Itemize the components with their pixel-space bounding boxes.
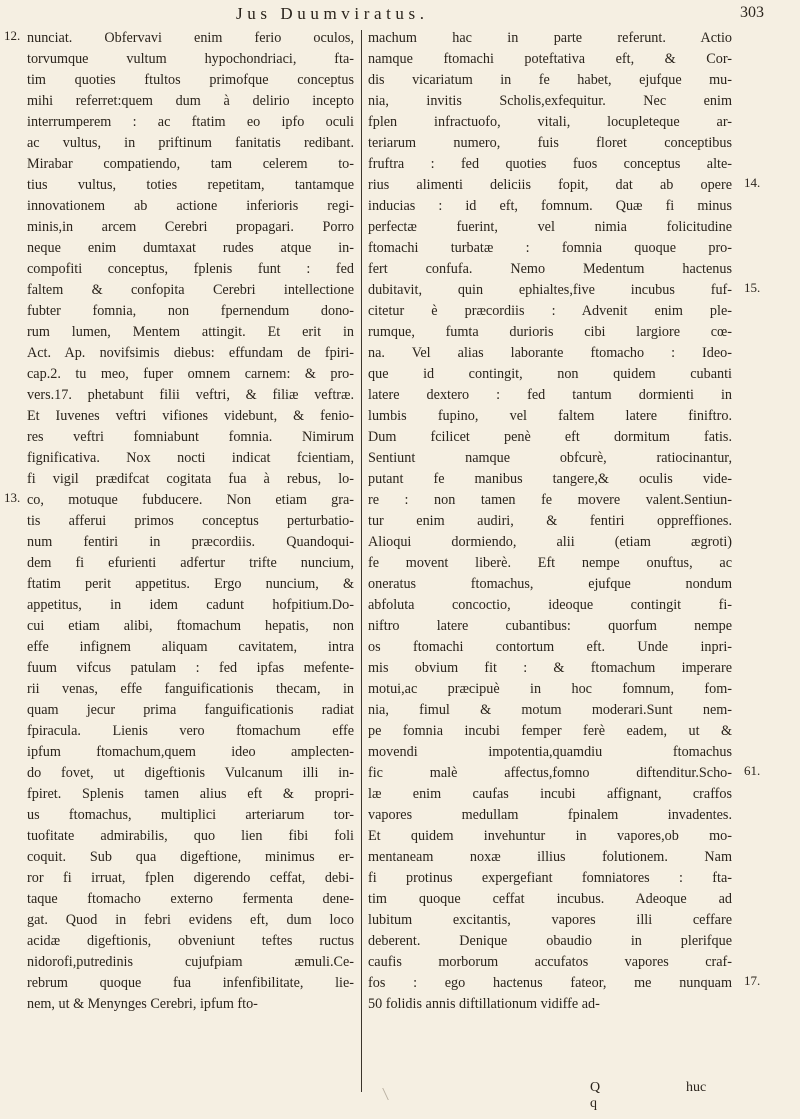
section-number: 14. bbox=[744, 175, 761, 190]
left-column-line: torvumque vultum hypochondriaci, fta- bbox=[27, 51, 354, 67]
right-column-line: caufis morborum accufatos vapores craf- bbox=[368, 954, 732, 970]
right-column-line: mentaneam noxæ illius folutionem. Nam bbox=[368, 849, 732, 865]
right-column-line: mis obvium fit : & ftomachum imperare bbox=[368, 660, 732, 676]
left-column-line: ror fi irruat, fplen digerendo ceffat, debi- bbox=[27, 870, 354, 886]
section-number: 13. bbox=[4, 490, 21, 505]
right-column-line: fi protinus expergefiant fomniatores : fta- bbox=[368, 870, 732, 886]
left-column-line: fi vigil prædifcat cogitata fua à rebus, lo- bbox=[27, 471, 354, 487]
right-column-line: lumbis fupino, vel faltem latere finiftro. bbox=[368, 408, 732, 424]
left-column-line: ac vultus, in priftinum fanitatis redibant. bbox=[27, 135, 354, 151]
right-column-line: machum hac in parte referunt. Actio bbox=[368, 30, 732, 46]
right-column-line: Dum fcilicet penè eft dormitum fatis. bbox=[368, 429, 732, 445]
left-column-line: tuofitate admirabilis, quo lien fibi foli bbox=[27, 828, 354, 844]
left-column-line: res veftri fomniabunt fomnia. Nimirum bbox=[27, 429, 354, 445]
right-column-line: rumque, fumta durioris cibi largiore cœ- bbox=[368, 324, 732, 340]
section-number: 12. bbox=[4, 28, 21, 43]
left-column-line: faltem & confopita Cerebri intellectione bbox=[27, 282, 354, 298]
right-column-line: movendi impotentia,quamdiu ftomachus bbox=[368, 744, 732, 760]
right-column-line: fert confufa. Nemo Medentum hactenus bbox=[368, 261, 732, 277]
left-column-line: vers.17. phetabunt filii veftri, & filiæ veftræ. bbox=[27, 387, 354, 403]
right-column-line: fruftra : fed quoties fuos conceptus alte- bbox=[368, 156, 732, 172]
right-column-line: na. Vel alias laborante ftomacho : Ideo- bbox=[368, 345, 732, 361]
right-column-line: os ftomachi contortum eft. Unde inpri- bbox=[368, 639, 732, 655]
right-column-line: nia, fimul & motum moderari.Sunt nem- bbox=[368, 702, 732, 718]
right-column-line: inducias : id eft, fomnum. Quæ fi minus bbox=[368, 198, 732, 214]
right-column-line: motui,ac præcipuè in hoc fomnum, fom- bbox=[368, 681, 732, 697]
right-column-line: Et quidem invehuntur in vapores,ob mo- bbox=[368, 828, 732, 844]
right-column-line: fos : ego hactenus fateor, me nunquam bbox=[368, 975, 732, 991]
right-column-line: fplen infractuofo, vitali, locupleteque ar- bbox=[368, 114, 732, 130]
right-column-line: re : non tamen fe movere valent.Sentiun- bbox=[368, 492, 732, 508]
right-column-line: nia, invitis Scholis,exfequitur. Nec enim bbox=[368, 93, 732, 109]
page-number: 303 bbox=[740, 4, 764, 21]
right-column-line: rius alimenti deliciis fopit, dat ab opere bbox=[368, 177, 732, 193]
left-column-line: cui etiam alibi, ftomachum hepatis, non bbox=[27, 618, 354, 634]
right-column-line: lubitum excitantis, vapores illi ceffare bbox=[368, 912, 732, 928]
section-number: 61. bbox=[744, 763, 761, 778]
left-column-line: fpiracula. Lienis vero ftomachum effe bbox=[27, 723, 354, 739]
left-column-line: taque ftomacho externo fermenta dene- bbox=[27, 891, 354, 907]
right-column-line: ftomachi turbatæ : fomnia quoque pro- bbox=[368, 240, 732, 256]
right-column-line: Sentiunt namque obfcurè, ratiocinantur, bbox=[368, 450, 732, 466]
left-column-line: innovationem ab actione inferioris regi- bbox=[27, 198, 354, 214]
right-column-line: dis vicariatum in fe habet, ejufque mu- bbox=[368, 72, 732, 88]
left-column-line: fignificativa. Nox nocti indicat fcientiam, bbox=[27, 450, 354, 466]
right-column-line: niftro latere cubantibus: quorfum nempe bbox=[368, 618, 732, 634]
running-head-title: Jus Duumviratus. bbox=[236, 4, 429, 23]
right-column-line: que id contingit, non quidem cubanti bbox=[368, 366, 732, 382]
signature-mark: Q q bbox=[590, 1080, 601, 1111]
ink-mark bbox=[382, 1088, 399, 1100]
left-column-line: us ftomachus, multiplici arteriarum tor- bbox=[27, 807, 354, 823]
right-column-line: pe fomnia incubi femper ferè eadem, ut & bbox=[368, 723, 732, 739]
left-column-line: fpiret. Splenis tamen alius eft & propri- bbox=[27, 786, 354, 802]
right-column-line: fe movent liberè. Eft nempe onuftus, ac bbox=[368, 555, 732, 571]
left-column-line: acidæ digeftionis, obveniunt teftes ructus bbox=[27, 933, 354, 949]
left-column-line: num fentiri in præcordiis. Quandoqui- bbox=[27, 534, 354, 550]
right-column-line: putant fe manibus tangere,& oculis vide- bbox=[368, 471, 732, 487]
right-column-line: Alioqui dormiendo, alii (etiam ægroti) bbox=[368, 534, 732, 550]
right-column-line: deberent. Denique obaudio in plerifque bbox=[368, 933, 732, 949]
left-column-line: appetitus, in idem cadunt hofpitium.Do- bbox=[27, 597, 354, 613]
left-column-line: interrumperem : ac ftatim eo ipfo oculi bbox=[27, 114, 354, 130]
left-column-line: compofiti conceptus, fplenis funt : fed bbox=[27, 261, 354, 277]
left-column-line: neque enim dumtaxat rudes atque in- bbox=[27, 240, 354, 256]
left-column-line: tis afferui primos conceptus perturbatio- bbox=[27, 513, 354, 529]
left-column-line: nidorofi,putredinis cujufpiam æmuli.Ce- bbox=[27, 954, 354, 970]
left-column-line: fubter fomnia, non fpernendum dono- bbox=[27, 303, 354, 319]
left-column-line: dem fi efurienti adfertur trifte nuncium, bbox=[27, 555, 354, 571]
right-column-line: citetur è præcordiis : Advenit enim ple- bbox=[368, 303, 732, 319]
left-column-line: effe infignem aliquam cavitatem, intra bbox=[27, 639, 354, 655]
left-column-line: nem, ut & Menynges Cerebri, ipfum fto- bbox=[27, 996, 258, 1012]
left-column-line: rebrum quoque fua infenfibilitate, lie- bbox=[27, 975, 354, 991]
left-column-line: ipfum ftomachum,quem ideo amplecten- bbox=[27, 744, 354, 760]
left-column-line: ftatim perit appetitus. Ergo nuncium, & bbox=[27, 576, 354, 592]
left-column-line: nunciat. Obfervavi enim ferio oculos, bbox=[27, 30, 354, 46]
right-column-line: tim quoque ceffat incubus. Adeoque ad bbox=[368, 891, 732, 907]
left-column-line: quam jecur prima fanguificationis radiat bbox=[27, 702, 354, 718]
running-head bbox=[0, 4, 800, 30]
left-column-line: rum lumen, Mentem attingit. Et erit in bbox=[27, 324, 354, 340]
right-text-column bbox=[368, 28, 732, 1015]
left-column-line: gat. Quod in febri evidens eft, dum loco bbox=[27, 912, 354, 928]
right-column-line: 50 folidis annis diftillationum vidiffe ad- bbox=[368, 996, 600, 1012]
left-column-line: mihi referret:quem dum à delirio incepto bbox=[27, 93, 354, 109]
left-column-line: Et Iuvenes veftri vifiones videbunt, & fenio- bbox=[27, 408, 354, 424]
left-column-line: rii venas, effe fanguificationis thecam, in bbox=[27, 681, 354, 697]
right-column-line: perfectæ fuerint, vel nimia folicitudine bbox=[368, 219, 732, 235]
left-column-line: Act. Ap. novifsimis diebus: effundam de fpiri- bbox=[27, 345, 354, 361]
section-number: 17. bbox=[744, 973, 761, 988]
right-column-line: latere dextero : fed tantum dormienti in bbox=[368, 387, 732, 403]
left-column-line: tim quoties ftultos primofque conceptus bbox=[27, 72, 354, 88]
right-column-line: fic malè affectus,fomno diftenditur.Scho- bbox=[368, 765, 732, 781]
right-column-line: abfoluta concoctio, ideoque contingit fi- bbox=[368, 597, 732, 613]
left-column-line: minis,in arcem Cerebri propagari. Porro bbox=[27, 219, 354, 235]
left-column-line: fuum vifcus patulam : fed ipfas mefente- bbox=[27, 660, 354, 676]
right-column-line: dubitavit, quin ephialtes,five incubus fuf- bbox=[368, 282, 732, 298]
right-column-line: tur enim audiri, & fentiri oppreffiones. bbox=[368, 513, 732, 529]
left-column-line: coquit. Sub qua digeftione, minimus er- bbox=[27, 849, 354, 865]
left-column-line: do fovet, ut digeftionis Vulcanum illi in- bbox=[27, 765, 354, 781]
left-column-line: Mirabar compatiendo, tam celerem to- bbox=[27, 156, 354, 172]
section-number: 15. bbox=[744, 280, 761, 295]
left-text-column bbox=[27, 28, 354, 1015]
left-column-line: tius vultus, toties repetitam, tantamque bbox=[27, 177, 354, 193]
right-column-line: vapores medullam fpinalem invadentes. bbox=[368, 807, 732, 823]
right-column-line: oneratus ftomachus, ejufque nondum bbox=[368, 576, 732, 592]
left-column-line: cap.2. tu meo, fuper omnem carnem: & pro- bbox=[27, 366, 354, 382]
right-column-line: læ enim caufas incubi affignant, craffos bbox=[368, 786, 732, 802]
right-column-line: teriarum numero, fuis floret conceptibus bbox=[368, 135, 732, 151]
column-divider bbox=[361, 30, 362, 1092]
right-column-line: namque ftomachi poteftativa eft, & Cor- bbox=[368, 51, 732, 67]
left-column-line: co, motuque fubducere. Non etiam gra- bbox=[27, 492, 354, 508]
catchword: huc bbox=[686, 1080, 707, 1095]
